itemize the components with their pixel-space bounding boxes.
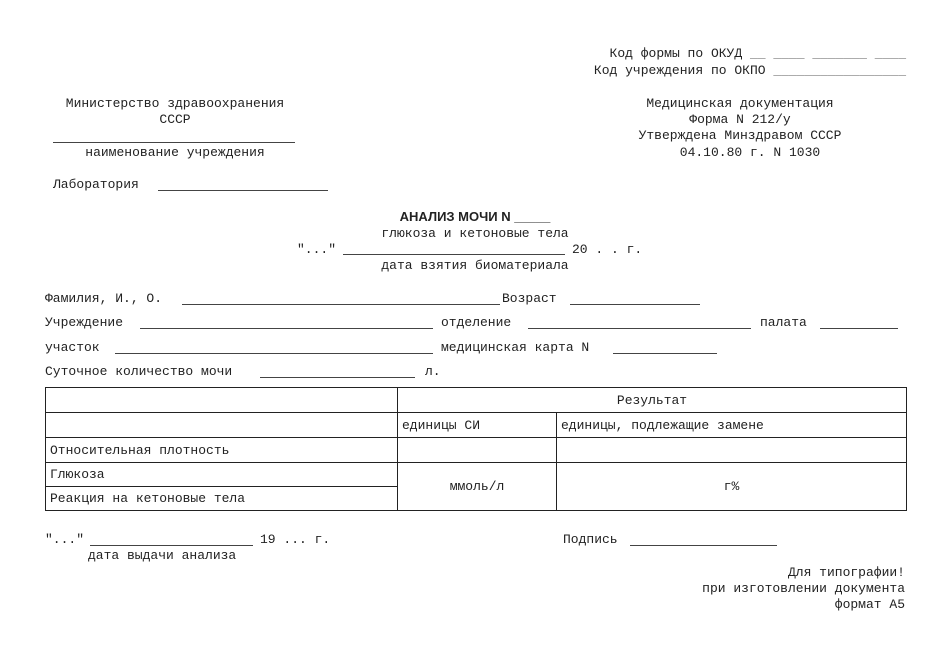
title-subtitle: глюкоза и кетоновые тела — [381, 226, 569, 241]
table-subheader-row — [46, 413, 907, 438]
surname-label: Фамилия, И., О. — [45, 291, 163, 306]
daily-amount-label: Суточное количество мочи — [45, 364, 233, 379]
issue-date-open: "..." — [45, 532, 85, 547]
okud-value: __ ____ _______ ____ — [749, 46, 906, 61]
table-subheader-blank — [46, 413, 398, 438]
ward-label: палата — [760, 315, 807, 330]
row-glucose-label: Глюкоза — [46, 463, 398, 487]
meddoc-line3: Утверждена Минздравом СССР — [638, 128, 842, 143]
result-header: Результат — [398, 388, 907, 413]
institution-name-line[interactable] — [53, 142, 295, 143]
row-density-label: Относительная плотность — [46, 438, 398, 463]
okpo-value: _________________ — [773, 63, 906, 78]
col-replace-header: единицы, подлежащие замене — [557, 413, 907, 438]
ministry-line1: Министерство здравоохранения — [65, 96, 285, 111]
page-title: АНАЛИЗ МОЧИ N _____ — [399, 209, 551, 224]
unit-si-cell[interactable]: ммоль/л — [398, 463, 557, 511]
age-input[interactable] — [570, 304, 700, 305]
sample-date-year: 20 . . г. — [572, 242, 643, 257]
institution-input[interactable] — [140, 328, 433, 329]
district-label: участок — [45, 340, 100, 355]
institution-caption: наименование учреждения — [85, 145, 265, 160]
okud-code-line — [520, 46, 906, 61]
department-label: отделение — [441, 315, 512, 330]
meddoc-line4: 04.10.80 г. N 1030 — [679, 145, 821, 160]
table-row — [46, 463, 907, 487]
laboratory-label: Лаборатория — [53, 177, 139, 192]
table-header-row — [46, 388, 907, 413]
surname-input[interactable] — [182, 304, 500, 305]
typography-note-3: формат А5 — [834, 597, 905, 612]
medical-card-label: медицинская карта N — [441, 340, 590, 355]
typography-note-2: при изготовлении документа — [702, 581, 905, 596]
laboratory-input[interactable] — [158, 190, 328, 191]
age-label: Возраст — [502, 291, 557, 306]
row-density-old[interactable] — [557, 438, 907, 463]
okud-label: Код формы по ОКУД — [609, 46, 743, 61]
issue-date-input[interactable] — [90, 545, 253, 546]
okpo-code-line — [520, 63, 906, 78]
ministry-line2: СССР — [159, 112, 191, 127]
district-input[interactable] — [115, 353, 433, 354]
results-table — [45, 387, 907, 511]
daily-amount-unit: л. — [425, 364, 441, 379]
issue-date-year: 19 ... г. — [260, 532, 331, 547]
department-input[interactable] — [528, 328, 751, 329]
row-ketone-label: Реакция на кетоновые тела — [46, 487, 398, 511]
signature-label: Подпись — [563, 532, 618, 547]
sample-date-caption: дата взятия биоматериала — [381, 258, 569, 273]
sample-date-open: "..." — [297, 242, 337, 257]
institution-label: Учреждение — [45, 315, 124, 330]
row-density-si[interactable] — [398, 438, 557, 463]
typography-note-1: Для типографии! — [787, 565, 905, 580]
sample-date-input[interactable] — [343, 254, 565, 255]
table-row — [46, 438, 907, 463]
signature-input[interactable] — [630, 545, 777, 546]
medical-card-input[interactable] — [613, 353, 717, 354]
meddoc-line2: Форма N 212/у — [689, 112, 791, 127]
ward-input[interactable] — [820, 328, 898, 329]
table-header-blank — [46, 388, 398, 413]
issue-date-caption: дата выдачи анализа — [88, 548, 237, 563]
daily-amount-input[interactable] — [260, 377, 415, 378]
unit-old-cell[interactable]: г% — [557, 463, 907, 511]
meddoc-line1: Медицинская документация — [646, 96, 834, 111]
okpo-label: Код учреждения по ОКПО — [593, 63, 766, 78]
col-si-header: единицы СИ — [398, 413, 557, 438]
